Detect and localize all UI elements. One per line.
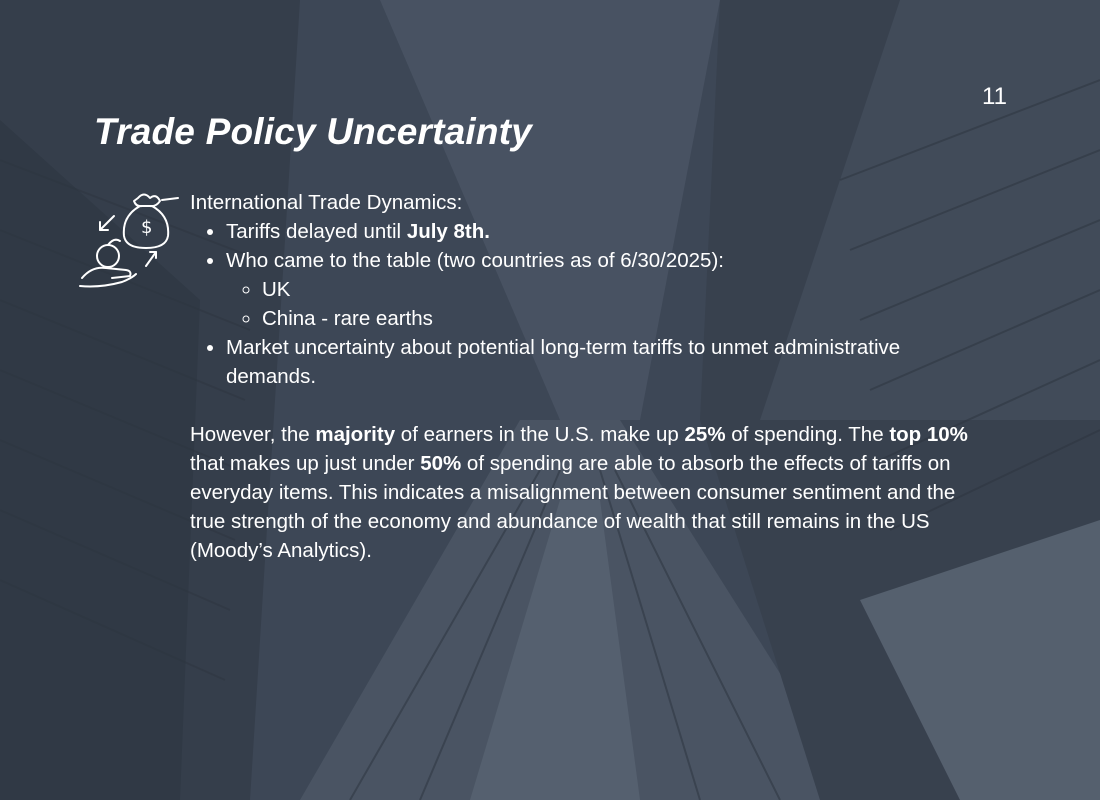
sub-list-item: ◦ China - rare earths bbox=[262, 304, 980, 333]
summary-bold: 50% bbox=[420, 452, 462, 475]
list-item bbox=[226, 246, 980, 333]
slide-title: Trade Policy Uncertainty bbox=[94, 111, 532, 152]
summary-paragraph bbox=[190, 420, 980, 565]
table-text: Who came to the table (two countries as of 6/30/2025): bbox=[226, 249, 724, 272]
sub-list-item: ◦ UK bbox=[262, 275, 980, 304]
section-heading: International Trade Dynamics: bbox=[190, 191, 463, 214]
summary-text: of spending are able to absorb the effects of tariffs on everyday items. This indicates a misalignment between consumer sentiment and the true strength of the economy and abundance of wealth that still remains in the US (Moody’s Analytics). bbox=[190, 452, 956, 562]
body-content bbox=[190, 188, 980, 565]
tariffs-text: Tariffs delayed until bbox=[226, 220, 407, 243]
summary-text: However, the bbox=[190, 423, 316, 446]
summary-text: of spending. The bbox=[725, 423, 890, 446]
trade-bullet-list bbox=[190, 217, 980, 391]
money-bag-exchange-icon bbox=[76, 186, 186, 294]
list-item: • Market uncertainty about potential long-term tariffs to unmet administrative demands. bbox=[226, 333, 980, 391]
summary-bold: 25% bbox=[684, 423, 726, 446]
tariffs-date: July 8th. bbox=[406, 220, 490, 243]
summary-text: that makes up just under bbox=[190, 452, 421, 475]
summary-bold: majority bbox=[315, 423, 396, 446]
page-number: 11 bbox=[982, 83, 1007, 110]
summary-bold: top 10% bbox=[889, 423, 968, 446]
svg-text:$: $ bbox=[141, 217, 153, 238]
country-sub-list bbox=[226, 275, 980, 333]
list-item bbox=[226, 217, 980, 246]
summary-text: of earners in the U.S. make up bbox=[395, 423, 685, 446]
